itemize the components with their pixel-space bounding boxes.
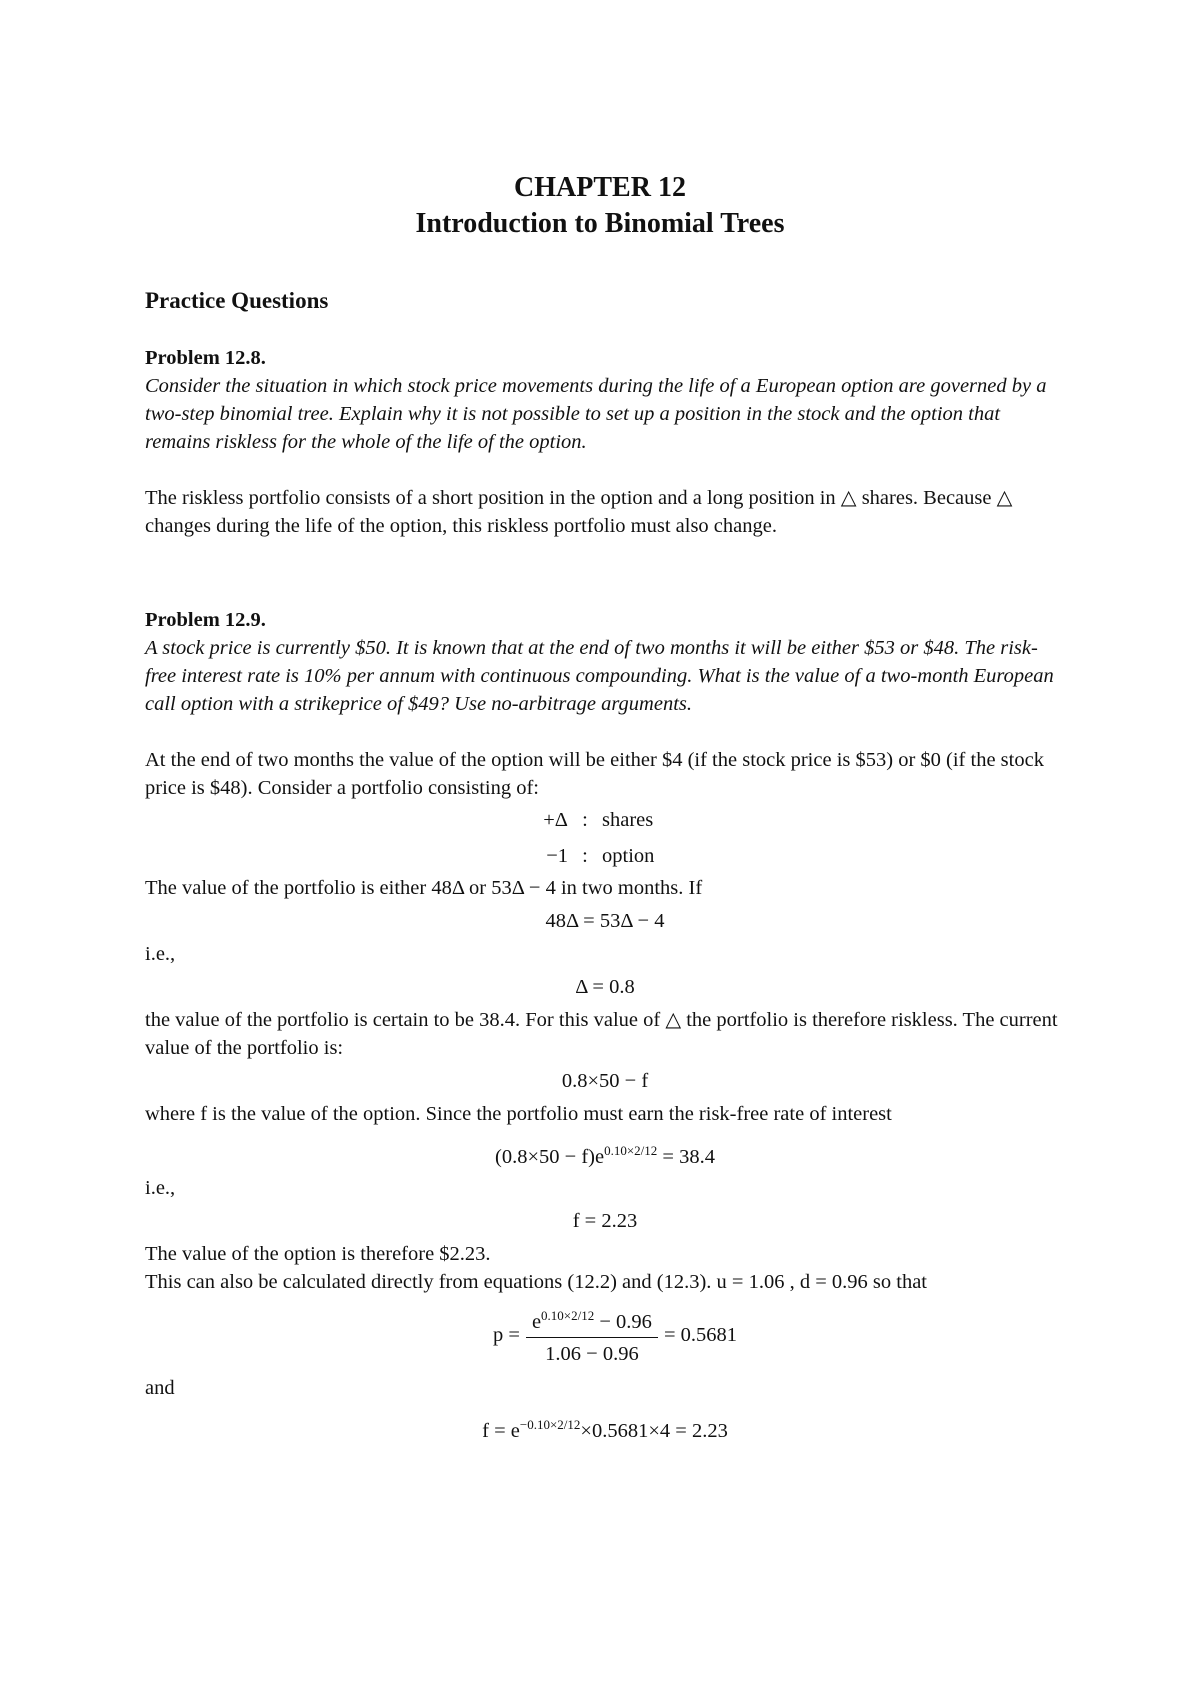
row-colon: : <box>582 845 588 867</box>
p-num-exponent: 0.10×2/12 <box>541 1307 595 1323</box>
p-num-base: e <box>531 1310 542 1333</box>
answer-paragraph-5: The value of the option is therefore $2.23. <box>145 1243 491 1265</box>
eq4-exponent: 0.10×2/12 <box>604 1143 658 1158</box>
eq6-rest: ×0.5681×4 = 2.23 <box>580 1419 728 1442</box>
row-right: shares <box>602 809 654 831</box>
ie-label: i.e., <box>145 1177 176 1199</box>
equation-4 <box>145 1128 1065 1174</box>
eq4-rhs: = 38.4 <box>657 1145 715 1168</box>
answer-paragraph-2: The value of the portfolio is either 48Δ or 53Δ − 4 in two months. If <box>145 877 703 899</box>
problem-12-8-title: Problem 12.8. <box>145 347 266 369</box>
equation-1: 48Δ = 53Δ − 4 <box>545 910 665 932</box>
row-colon: : <box>582 809 588 831</box>
p-rhs: = 0.5681 <box>663 1324 737 1346</box>
equation-3: 0.8×50 − f <box>561 1070 649 1092</box>
equation-5: f = 2.23 <box>572 1210 638 1232</box>
content <box>145 286 1065 1448</box>
chapter-subtitle: Introduction to Binomial Trees <box>415 208 785 239</box>
answer-paragraph-3: the value of the portfolio is certain to be 38.4. For this value of △ the portfolio is therefore riskless. The current value of the portfolio is: <box>145 1009 1058 1059</box>
section-title: Practice Questions <box>145 288 329 313</box>
and-label: and <box>145 1377 175 1399</box>
problem-12-9-title: Problem 12.9. <box>145 609 266 631</box>
answer-paragraph-4: where f is the value of the option. Since the portfolio must earn the risk-free rate of interest <box>145 1103 892 1125</box>
eq6-base: f = e <box>482 1419 520 1442</box>
ie-label: i.e., <box>145 943 176 965</box>
eq6-exponent: −0.10×2/12 <box>519 1417 581 1432</box>
row-left: −1 <box>546 845 568 867</box>
chapter-header <box>0 170 1200 242</box>
p-num-rest: − 0.96 <box>594 1310 652 1333</box>
p-denominator: 1.06 − 0.96 <box>545 1343 639 1366</box>
eq4-base: (0.8×50 − f)e <box>495 1145 605 1168</box>
equation-2: Δ = 0.8 <box>575 976 635 998</box>
row-right: option <box>602 845 655 867</box>
equation-p <box>165 1296 1065 1374</box>
answer-paragraph-6: This can also be calculated directly from equations (12.2) and (12.3). u = 1.06 , d = 0.96 so that <box>145 1271 927 1293</box>
p-numerator <box>526 1302 658 1339</box>
problem-12-9-question: A stock price is currently $50. It is known that at the end of two months it will be either $53 or $48. The risk-free interest rate is 10% per annum with continuous compounding. What is the value of a two-month European call option with a strikeprice of $49? Use no-arbitrage arguments. <box>145 637 1054 715</box>
chapter-title: CHAPTER 12 <box>514 172 686 203</box>
answer-paragraph-1: At the end of two months the value of the option will be either $4 (if the stock price is $53) or $0 (if the stock price is $48). Consider a portfolio consisting of: <box>145 749 1044 799</box>
problem-12-8-question: Consider the situation in which stock price movements during the life of a European option are governed by a two-step binomial tree. Explain why it is not possible to set up a position in the stock and the option that remains riskless for the whole of the life of the option. <box>145 375 1047 453</box>
p-lhs: p = <box>493 1324 520 1346</box>
equation-6 <box>145 1402 1065 1448</box>
row-left: +Δ <box>543 809 568 831</box>
portfolio-row-option <box>145 838 1065 874</box>
portfolio-row-shares <box>145 802 1065 838</box>
p-fraction <box>526 1302 658 1369</box>
problem-12-8-answer: The riskless portfolio consists of a short position in the option and a long position in △ shares. Because △ changes during the life of the option, this riskless portfolio must also change. <box>145 487 1013 537</box>
